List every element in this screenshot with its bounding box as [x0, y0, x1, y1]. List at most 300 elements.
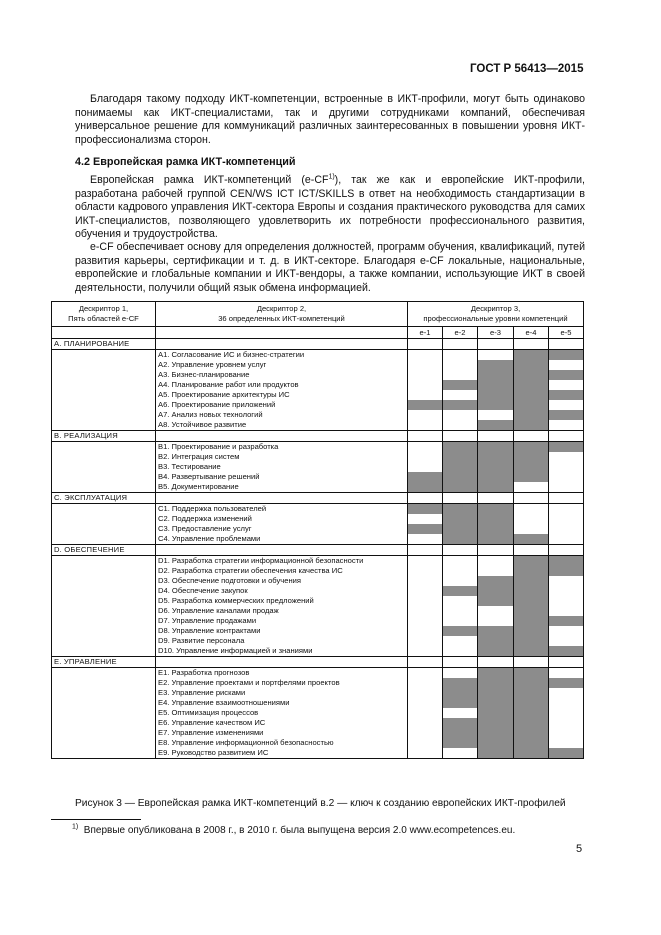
level-cell — [408, 493, 443, 504]
area-spacer-cell — [52, 708, 156, 718]
level-cell-filled — [443, 380, 478, 390]
level-cell-empty — [549, 688, 584, 698]
level-cell-filled — [514, 678, 549, 688]
descriptor-3-header: Дескриптор 3, профессиональные уровни компетенций — [408, 302, 584, 327]
level-cell-filled — [443, 738, 478, 748]
level-cell — [478, 657, 514, 668]
level-cell-filled — [514, 400, 549, 410]
area-spacer-cell — [52, 616, 156, 626]
area-spacer-cell — [52, 718, 156, 728]
level-cell-filled — [478, 738, 514, 748]
level-cell-empty — [549, 668, 584, 679]
area-spacer-cell — [52, 524, 156, 534]
competence-row — [52, 472, 584, 482]
level-cell-filled — [478, 576, 514, 586]
area-spacer-cell — [52, 472, 156, 482]
competence-row — [52, 514, 584, 524]
area-spacer-cell — [52, 566, 156, 576]
level-cell — [478, 431, 514, 442]
level-cell-filled — [549, 442, 584, 453]
level-cell-empty — [408, 636, 443, 646]
level-cell-empty — [549, 482, 584, 493]
level-cell-filled — [514, 738, 549, 748]
competence-label: D3. Обеспечение подготовки и обучения — [156, 576, 408, 586]
competence-label: B1. Проектирование и разработка — [156, 442, 408, 453]
level-cell-empty — [478, 616, 514, 626]
level-cell-empty — [408, 678, 443, 688]
level-cell-empty — [408, 410, 443, 420]
level-cell-filled — [514, 462, 549, 472]
level-cell-empty — [443, 566, 478, 576]
area-spacer-cell — [52, 738, 156, 748]
level-cell-empty — [443, 668, 478, 679]
level-cell-empty — [443, 576, 478, 586]
level-cell — [514, 657, 549, 668]
area-spacer-cell — [52, 462, 156, 472]
level-cell-filled — [514, 472, 549, 482]
level-cell-filled — [408, 504, 443, 515]
area-spacer-cell — [52, 360, 156, 370]
competence-row — [52, 482, 584, 493]
area-spacer-cell — [52, 748, 156, 759]
level-cell-filled — [478, 420, 514, 431]
level-cell-filled — [443, 514, 478, 524]
area-spacer-cell — [52, 380, 156, 390]
level-cell-empty — [408, 718, 443, 728]
level-cell-filled — [478, 360, 514, 370]
competence-row — [52, 556, 584, 567]
level-cell-filled — [478, 626, 514, 636]
level-cell — [443, 431, 478, 442]
area-spacer-cell — [52, 698, 156, 708]
level-cell-filled — [514, 596, 549, 606]
level-cell — [408, 431, 443, 442]
competence-label: C4. Управление проблемами — [156, 534, 408, 545]
level-cell-empty — [549, 472, 584, 482]
area-spacer-cell — [52, 688, 156, 698]
level-cell-empty — [443, 748, 478, 759]
area-spacer-cell — [52, 420, 156, 431]
area-spacer-cell — [52, 452, 156, 462]
competence-label: E7. Управление изменениями — [156, 728, 408, 738]
level-cell-filled — [514, 576, 549, 586]
level-cell-filled — [514, 410, 549, 420]
competence-label: B2. Интеграция систем — [156, 452, 408, 462]
level-cell-filled — [549, 678, 584, 688]
paragraph-2-start: Европейская рамка ИКТ-компетенций (e-CF — [90, 174, 329, 186]
level-cell-empty — [408, 748, 443, 759]
area-empty-cell — [156, 545, 408, 556]
level-cell-filled — [478, 390, 514, 400]
level-cell-filled — [478, 678, 514, 688]
level-cell — [549, 545, 584, 556]
level-cell-filled — [549, 410, 584, 420]
level-cell-empty — [443, 616, 478, 626]
level-cell-empty — [549, 586, 584, 596]
area-name: E. УПРАВЛЕНИЕ — [52, 657, 156, 668]
level-cell-filled — [478, 698, 514, 708]
competence-label: B3. Тестирование — [156, 462, 408, 472]
level-cell-empty — [408, 420, 443, 431]
level-cell — [478, 545, 514, 556]
level-cell-filled — [514, 452, 549, 462]
area-spacer-cell — [52, 596, 156, 606]
competence-row — [52, 626, 584, 636]
level-cell-empty — [549, 452, 584, 462]
competence-label: D2. Разработка стратегии обеспечения качества ИС — [156, 566, 408, 576]
competence-label: E5. Оптимизация процессов — [156, 708, 408, 718]
level-cell — [408, 545, 443, 556]
level-cell — [514, 545, 549, 556]
level-cell-empty — [549, 400, 584, 410]
paragraph-1: Благодаря такому подходу ИКТ-компетенции, встроенные в ИКТ-профили, могут быть одинаково понимаемы как ИКТ-специалистами, так и другими сотрудниками компаний, обеспечивая универсальное решение для коммуникаций различных заинтересованных в повышении уровня ИКТ-профессионализма сторон. — [75, 93, 585, 146]
level-cell-filled — [478, 728, 514, 738]
competence-row — [52, 678, 584, 688]
level-cell-filled — [514, 718, 549, 728]
area-spacer-cell — [52, 370, 156, 380]
competence-row — [52, 616, 584, 626]
level-cell-empty — [443, 596, 478, 606]
competence-label: E3. Управление рисками — [156, 688, 408, 698]
level-cell-empty — [549, 738, 584, 748]
level-cell-filled — [478, 708, 514, 718]
level-cell-empty — [549, 606, 584, 616]
level-cell — [408, 657, 443, 668]
area-name: D. ОБЕСПЕЧЕНИЕ — [52, 545, 156, 556]
area-spacer-cell — [52, 504, 156, 515]
footnote-marker: 1) — [72, 823, 79, 831]
level-cell — [514, 493, 549, 504]
level-cell-empty — [443, 646, 478, 657]
level-cell-filled — [514, 380, 549, 390]
level-cell-filled — [514, 636, 549, 646]
level-cell-filled — [514, 420, 549, 431]
level-cell-filled — [443, 718, 478, 728]
level-cell-filled — [443, 534, 478, 545]
area-spacer-cell — [52, 350, 156, 361]
competence-label: A8. Устойчивое развитие — [156, 420, 408, 431]
level-cell-filled — [443, 504, 478, 515]
area-spacer-cell — [52, 556, 156, 567]
level-cell-empty — [549, 708, 584, 718]
area-spacer-cell — [52, 576, 156, 586]
level-cell-filled — [478, 370, 514, 380]
competence-row — [52, 504, 584, 515]
level-cell-filled — [514, 606, 549, 616]
area-empty-cell — [156, 339, 408, 350]
level-cell-empty — [408, 586, 443, 596]
level-cell-filled — [478, 748, 514, 759]
level-cell-empty — [443, 420, 478, 431]
level-cell-empty — [443, 636, 478, 646]
area-spacer-cell — [52, 636, 156, 646]
competence-row — [52, 688, 584, 698]
level-cell-empty — [408, 452, 443, 462]
level-cell-empty — [408, 646, 443, 657]
level-cell-filled — [514, 728, 549, 738]
area-spacer-cell — [52, 678, 156, 688]
level-cell-empty — [549, 576, 584, 586]
level-cell-filled — [443, 688, 478, 698]
level-cell-empty — [408, 462, 443, 472]
level-cell-empty — [408, 668, 443, 679]
level-cell-filled — [408, 400, 443, 410]
competence-label: A2. Управление уровнем услуг — [156, 360, 408, 370]
competence-row — [52, 708, 584, 718]
competence-label: D5. Разработка коммерческих предложений — [156, 596, 408, 606]
level-cell-filled — [549, 390, 584, 400]
level-cell-filled — [514, 556, 549, 567]
level-cell-empty — [408, 738, 443, 748]
level-cell-filled — [443, 452, 478, 462]
level-cell-empty — [443, 708, 478, 718]
level-cell-filled — [514, 586, 549, 596]
level-header: e-1 — [408, 327, 443, 339]
level-cell-filled — [514, 350, 549, 361]
descriptor-1-header: Дескриптор 1, Пять областей e-CF — [52, 302, 156, 327]
area-name: B. РЕАЛИЗАЦИЯ — [52, 431, 156, 442]
level-cell — [443, 545, 478, 556]
competence-row — [52, 380, 584, 390]
level-cell-empty — [549, 596, 584, 606]
area-row — [52, 431, 584, 442]
level-cell-filled — [443, 728, 478, 738]
level-cell-empty — [408, 370, 443, 380]
level-cell-filled — [514, 534, 549, 545]
level-header: e-3 — [478, 327, 514, 339]
competence-row — [52, 566, 584, 576]
area-row — [52, 493, 584, 504]
level-cell-empty — [408, 616, 443, 626]
level-cell — [514, 339, 549, 350]
competence-row — [52, 586, 584, 596]
level-cell-empty — [549, 636, 584, 646]
area-row — [52, 657, 584, 668]
competence-label: A4. Планирование работ или продуктов — [156, 380, 408, 390]
level-cell-empty — [408, 576, 443, 586]
level-cell-filled — [478, 504, 514, 515]
level-cell-filled — [478, 586, 514, 596]
level-cell-filled — [443, 482, 478, 493]
competence-label: B4. Развертывание решений — [156, 472, 408, 482]
competence-label: A1. Согласование ИС и бизнес-стратегии — [156, 350, 408, 361]
level-cell-empty — [408, 688, 443, 698]
competence-row — [52, 698, 584, 708]
level-cell-filled — [514, 688, 549, 698]
level-cell-empty — [443, 350, 478, 361]
level-cell-empty — [408, 442, 443, 453]
competence-label: E1. Разработка прогнозов — [156, 668, 408, 679]
competence-row — [52, 390, 584, 400]
level-cell-empty — [549, 380, 584, 390]
level-cell-empty — [478, 566, 514, 576]
competence-label: C1. Поддержка пользователей — [156, 504, 408, 515]
area-row — [52, 545, 584, 556]
area-spacer-cell — [52, 646, 156, 657]
level-cell-filled — [549, 370, 584, 380]
competence-label: D6. Управление каналами продаж — [156, 606, 408, 616]
level-cell-empty — [408, 626, 443, 636]
competence-label: D7. Управление продажами — [156, 616, 408, 626]
competence-row — [52, 576, 584, 586]
level-cell-empty — [549, 626, 584, 636]
level-cell-filled — [478, 400, 514, 410]
level-cell-filled — [408, 472, 443, 482]
level-cell-empty — [408, 698, 443, 708]
level-cell-empty — [478, 410, 514, 420]
level-cell-filled — [514, 566, 549, 576]
competence-row — [52, 370, 584, 380]
competence-label: A7. Анализ новых технологий — [156, 410, 408, 420]
page-number: 5 — [576, 843, 583, 855]
level-cell-filled — [514, 748, 549, 759]
level-cell — [549, 339, 584, 350]
level-cell — [443, 493, 478, 504]
level-cell-empty — [514, 482, 549, 493]
paragraph-3: e-CF обеспечивает основу для определения должностей, программ обучения, квалификаций, путей развития карьеры, сертификации и т. д. в ИКТ-секторе. Благодаря e-CF локальные, национальные, европейские и глобальные компании и ИКТ-вендоры, а также компании, использующие ИКТ в своей деятельности, получили общий язык обмена информацией. — [75, 241, 585, 294]
area-spacer-cell — [52, 400, 156, 410]
footnote-ref: 1) — [328, 173, 335, 181]
level-cell-filled — [478, 514, 514, 524]
competence-label: E4. Управление взаимоотношениями — [156, 698, 408, 708]
competence-row — [52, 646, 584, 657]
competence-row — [52, 738, 584, 748]
area-spacer-cell — [52, 606, 156, 616]
level-header: e-2 — [443, 327, 478, 339]
descriptor-2-header: Дескриптор 2, 36 определенных ИКТ-компетенций — [156, 302, 408, 327]
level-cell-empty — [549, 420, 584, 431]
level-cell-empty — [408, 350, 443, 361]
level-cell-empty — [478, 606, 514, 616]
level-cell-filled — [443, 586, 478, 596]
area-row — [52, 339, 584, 350]
area-spacer-cell — [52, 668, 156, 679]
competence-row — [52, 462, 584, 472]
level-cell-filled — [514, 626, 549, 636]
level-cell-empty — [408, 606, 443, 616]
competence-label: A5. Проектирование архитектуры ИС — [156, 390, 408, 400]
level-cell-empty — [408, 566, 443, 576]
area-name: A. ПЛАНИРОВАНИЕ — [52, 339, 156, 350]
competence-label: D8. Управление контрактами — [156, 626, 408, 636]
level-cell-filled — [478, 534, 514, 545]
level-cell-filled — [514, 360, 549, 370]
level-cell-filled — [549, 646, 584, 657]
level-cell-filled — [514, 370, 549, 380]
level-cell-empty — [443, 390, 478, 400]
level-cell-filled — [478, 462, 514, 472]
level-cell-empty — [549, 718, 584, 728]
level-cell-empty — [408, 596, 443, 606]
level-cell-filled — [549, 566, 584, 576]
competence-row — [52, 350, 584, 361]
competence-row — [52, 400, 584, 410]
level-header: e-5 — [549, 327, 584, 339]
area-spacer-cell — [52, 586, 156, 596]
figure-caption: Рисунок 3 — Европейская рамка ИКТ-компетенций в.2 — ключ к созданию европейских ИКТ-профилей — [75, 798, 566, 809]
level-cell-empty — [408, 360, 443, 370]
level-cell-filled — [478, 482, 514, 493]
competence-row — [52, 442, 584, 453]
competence-row — [52, 410, 584, 420]
paragraph-2 — [75, 174, 585, 242]
level-cell-empty — [443, 556, 478, 567]
level-cell-empty — [549, 698, 584, 708]
section-title: 4.2 Европейская рамка ИКТ-компетенций — [75, 156, 296, 168]
paragraph-2-rest: ), так же как и европейские ИКТ-профили, разработана рабочей группой CEN/WS ICT ICT/SKILLS в ответ на необходимость стандартизации в области кадрового управления ИКТ-сектора Европы и создания практического руководства для самих ИКТ-специалистов, позволяющего удовлетворить их потребности профессионального развития, обучения и трудоустройства. — [75, 174, 585, 241]
footnote-text: Впервые опубликована в 2008 г., в 2010 г. была выпущена версия 2.0 www.ecompetences.eu. — [83, 825, 516, 836]
footnote — [72, 825, 515, 836]
level-cell-empty — [408, 380, 443, 390]
level-cell-empty — [549, 504, 584, 515]
level-cell-filled — [478, 452, 514, 462]
level-cell-filled — [478, 718, 514, 728]
competence-label: C3. Предоставление услуг — [156, 524, 408, 534]
level-cell — [549, 431, 584, 442]
level-cell-empty — [549, 514, 584, 524]
header-empty-cell — [156, 327, 408, 339]
area-empty-cell — [156, 493, 408, 504]
level-cell-filled — [549, 350, 584, 361]
level-header: e-4 — [514, 327, 549, 339]
level-cell-empty — [549, 728, 584, 738]
competence-row — [52, 534, 584, 545]
level-cell-filled — [443, 524, 478, 534]
level-cell — [549, 657, 584, 668]
area-spacer-cell — [52, 626, 156, 636]
level-cell — [443, 657, 478, 668]
competence-label: D10. Управление информацией и знаниями — [156, 646, 408, 657]
level-cell-empty — [549, 534, 584, 545]
competence-label: E9. Руководство развитием ИС — [156, 748, 408, 759]
competence-label: D9. Развитие персонала — [156, 636, 408, 646]
level-cell-empty — [549, 360, 584, 370]
area-spacer-cell — [52, 442, 156, 453]
level-cell — [408, 339, 443, 350]
level-cell-filled — [549, 748, 584, 759]
level-cell-filled — [478, 442, 514, 453]
level-cell-filled — [514, 668, 549, 679]
level-cell-empty — [443, 410, 478, 420]
competence-label: B5. Документирование — [156, 482, 408, 493]
area-spacer-cell — [52, 390, 156, 400]
competence-row — [52, 420, 584, 431]
level-cell-empty — [443, 360, 478, 370]
competence-row — [52, 360, 584, 370]
competence-row — [52, 636, 584, 646]
footnote-divider — [51, 819, 141, 820]
level-cell-filled — [408, 482, 443, 493]
competence-row — [52, 668, 584, 679]
level-cell — [443, 339, 478, 350]
competence-label: D4. Обеспечение закупок — [156, 586, 408, 596]
level-cell-empty — [408, 556, 443, 567]
level-cell — [514, 431, 549, 442]
level-cell-empty — [408, 534, 443, 545]
level-cell-filled — [514, 698, 549, 708]
level-cell-empty — [478, 350, 514, 361]
level-cell-filled — [478, 646, 514, 657]
level-cell-empty — [514, 514, 549, 524]
level-cell-filled — [443, 698, 478, 708]
level-cell-empty — [549, 462, 584, 472]
competence-label: C2. Поддержка изменений — [156, 514, 408, 524]
level-cell-empty — [549, 524, 584, 534]
level-cell-filled — [478, 668, 514, 679]
level-cell-filled — [514, 708, 549, 718]
level-cell-empty — [514, 504, 549, 515]
level-cell-filled — [549, 616, 584, 626]
